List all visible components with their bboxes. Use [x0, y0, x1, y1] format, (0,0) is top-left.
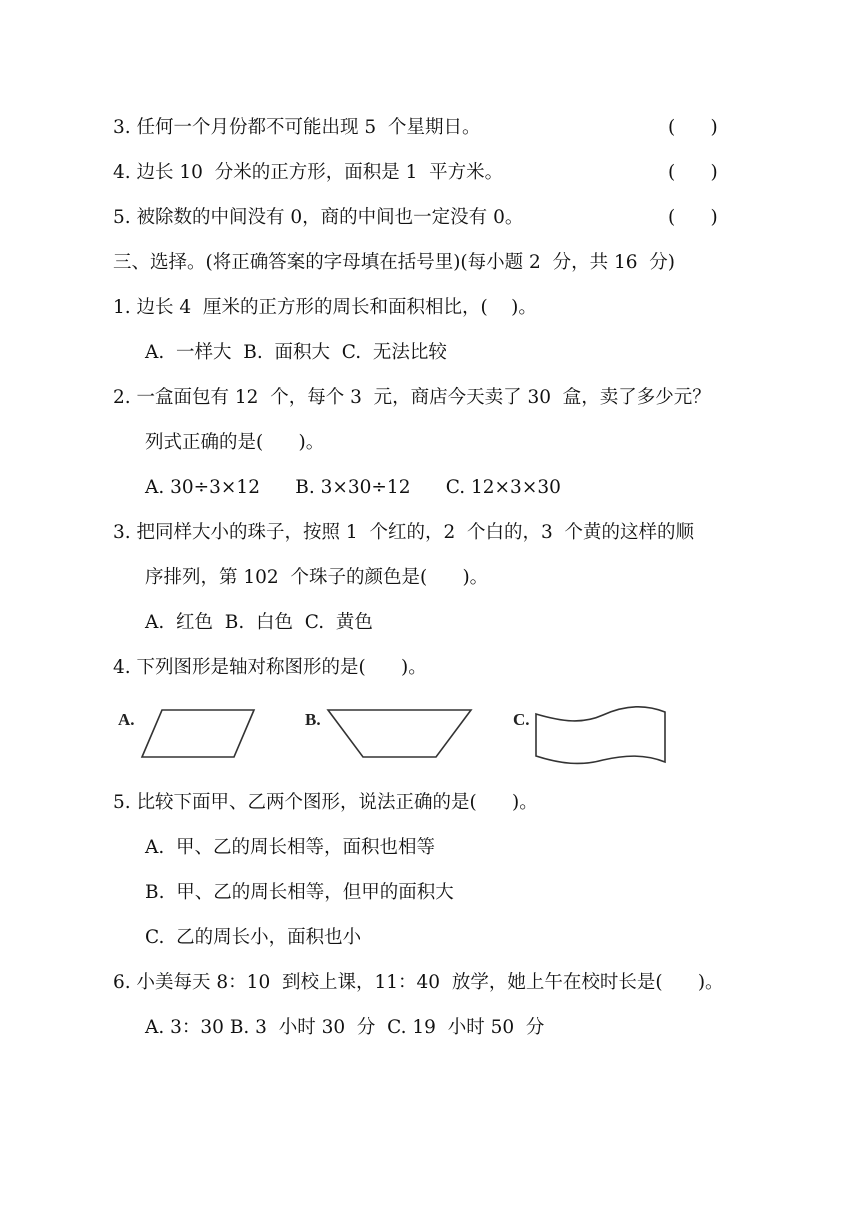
choice-option-5a: A. 甲、乙的周长相等，面积也相等: [145, 837, 436, 858]
figure-label-c: C.: [513, 710, 530, 729]
choice-option-5b: B. 甲、乙的周长相等，但甲的面积大: [145, 882, 454, 903]
judge-item-5: 5. 被除数的中间没有 0，商的中间也一定没有 0。: [113, 207, 524, 228]
choice-question-5: 5. 比较下面甲、乙两个图形，说法正确的是( )。: [113, 792, 538, 813]
choice-options-2: A. 30÷3×12 B. 3×30÷12 C. 12×3×30: [145, 477, 561, 498]
parallelogram-figure: [140, 708, 258, 760]
figure-label-b: B.: [305, 710, 321, 729]
choice-options-1: A. 一样大 B. 面积大 C. 无法比较: [145, 342, 447, 363]
choice-question-4: 4. 下列图形是轴对称图形的是( )。: [113, 657, 427, 678]
choice-options-6: A. 3：30 B. 3 小时 30 分 C. 19 小时 50 分: [145, 1017, 545, 1038]
wavy-rectangle-figure: [533, 700, 669, 766]
answer-paren-4[interactable]: ( ): [668, 162, 718, 183]
judge-item-4: 4. 边长 10 分米的正方形，面积是 1 平方米。: [113, 162, 504, 183]
answer-paren-5[interactable]: ( ): [668, 207, 718, 228]
trapezoid-figure: [326, 708, 474, 760]
choice-question-3: 3. 把同样大小的珠子，按照 1 个红的，2 个白的，3 个黄的这样的顺: [113, 522, 695, 543]
figure-label-a: A.: [118, 710, 135, 729]
section-heading-choice: 三、选择。(将正确答案的字母填在括号里)(每小题 2 分，共 16 分): [113, 252, 675, 273]
choice-question-2-continued: 列式正确的是( )。: [145, 432, 325, 453]
answer-paren-3[interactable]: ( ): [668, 117, 718, 138]
choice-question-6: 6. 小美每天 8：10 到校上课，11：40 放学，她上午在校时长是( )。: [113, 972, 724, 993]
choice-option-5c: C. 乙的周长小，面积也小: [145, 927, 362, 948]
choice-question-2: 2. 一盒面包有 12 个，每个 3 元，商店今天卖了 30 盒，卖了多少元？: [113, 387, 711, 408]
judge-item-3: 3. 任何一个月份都不可能出现 5 个星期日。: [113, 117, 481, 138]
choice-options-3: A. 红色 B. 白色 C. 黄色: [145, 612, 373, 633]
choice-question-1: 1. 边长 4 厘米的正方形的周长和面积相比，( )。: [113, 297, 537, 318]
choice-question-3-continued: 序排列，第 102 个珠子的颜色是( )。: [145, 567, 489, 588]
